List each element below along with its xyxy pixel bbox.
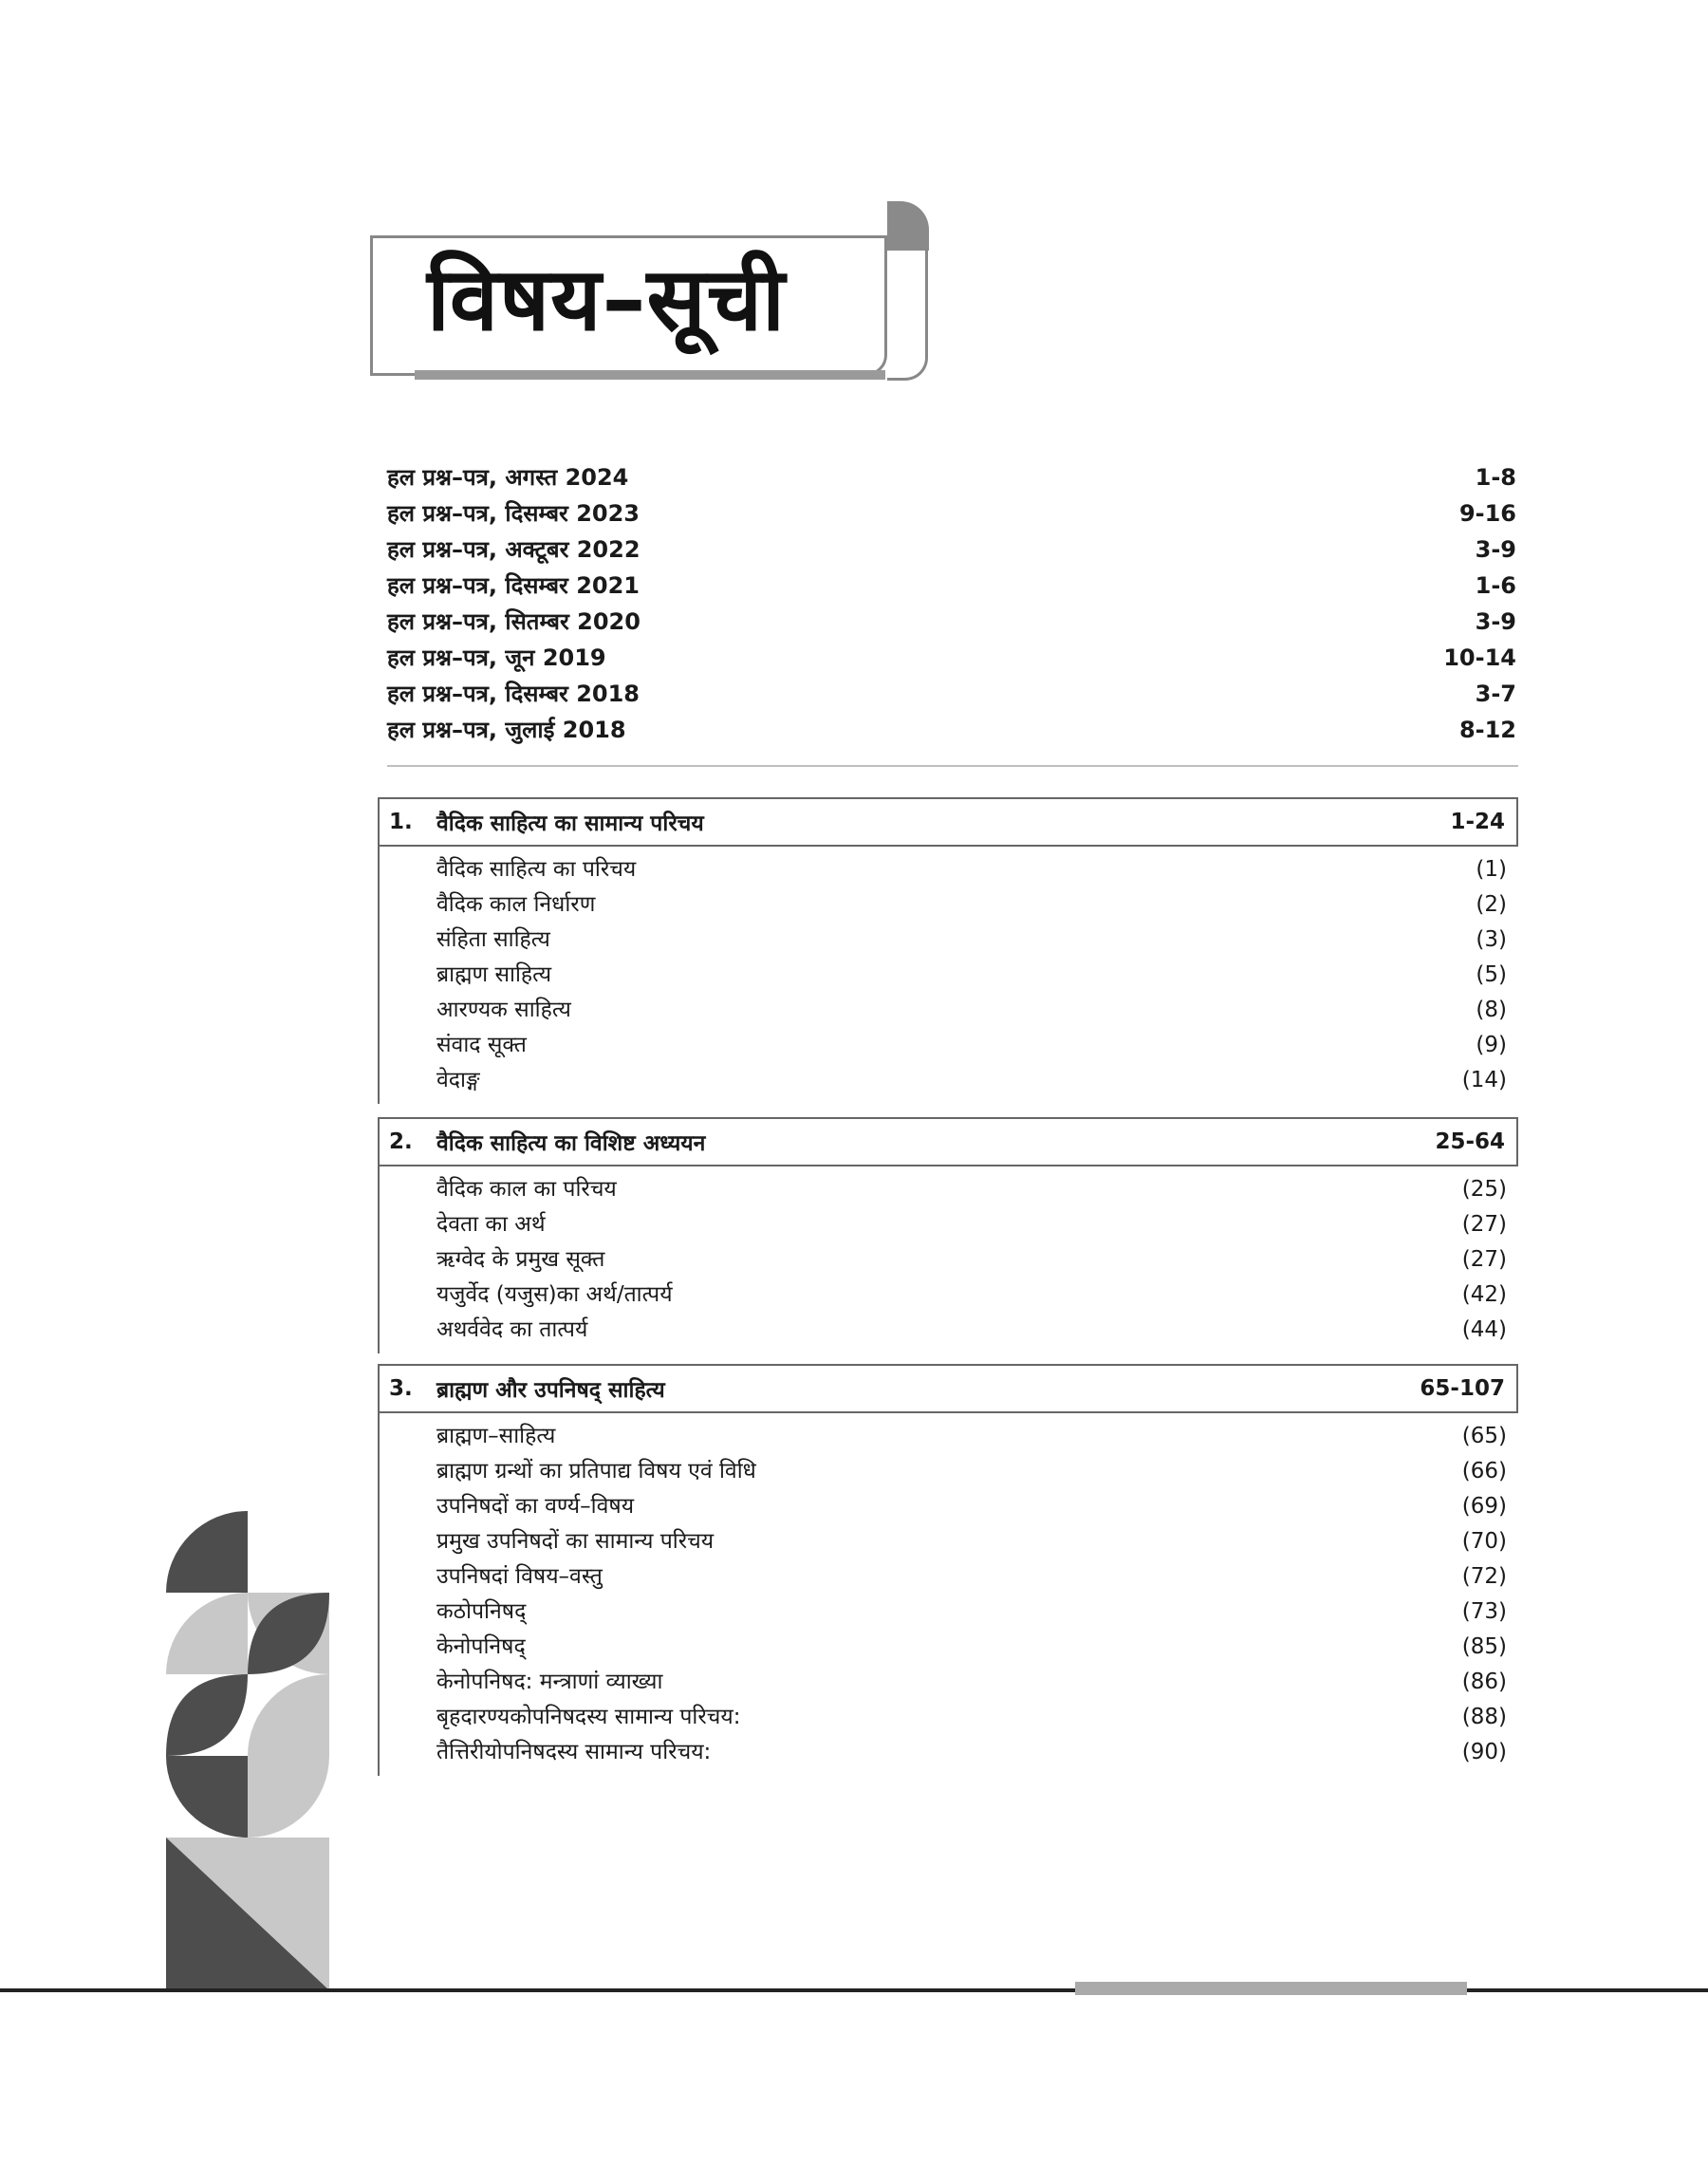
topic-label: वैदिक साहित्य का परिचय [436, 857, 637, 882]
paper-row[interactable] [387, 495, 1516, 532]
topic-row[interactable] [436, 1630, 1507, 1665]
title-banner-curl [887, 201, 929, 377]
topic-row[interactable] [436, 993, 1507, 1028]
paper-label: हल प्रश्न–पत्र, दिसम्बर 2018 [387, 681, 640, 707]
topic-label: ब्राह्मण–साहित्य [436, 1424, 556, 1448]
chapter-number: 1. [389, 810, 413, 834]
chapter-page-range: 65-107 [1420, 1376, 1505, 1401]
chapter-title: वैदिक साहित्य का विशिष्ट अध्ययन [436, 1131, 706, 1156]
topic-label: कठोपनिषद् [436, 1599, 527, 1624]
topic-page: (27) [1461, 1247, 1507, 1272]
quarter-circle-shape [166, 1756, 248, 1838]
topic-page: (66) [1461, 1459, 1507, 1483]
topic-label: संवाद सूक्त [436, 1033, 527, 1057]
topic-row[interactable] [436, 1595, 1507, 1630]
topic-row[interactable] [436, 1207, 1507, 1242]
topic-page: (69) [1461, 1494, 1507, 1519]
topic-label: वैदिक काल निर्धारण [436, 892, 596, 917]
page-title: विषय–सूची [427, 249, 786, 350]
topic-page: (73) [1461, 1599, 1507, 1624]
topic-label: ब्राह्मण ग्रन्थों का प्रतिपाद्य विषय एवं विधि [436, 1459, 756, 1483]
topic-row[interactable] [436, 1063, 1507, 1098]
topic-row[interactable] [436, 923, 1507, 958]
topic-page: (85) [1461, 1634, 1507, 1659]
chapter-title: ब्राह्मण और उपनिषद् साहित्य [436, 1378, 665, 1403]
topic-label: आरण्यक साहित्य [436, 998, 571, 1022]
topic-row[interactable] [436, 1172, 1507, 1207]
paper-row[interactable] [387, 532, 1516, 568]
paper-row[interactable] [387, 459, 1516, 495]
paper-pages: 3-9 [1475, 608, 1516, 635]
topic-label: उपनिषदों का वर्ण्य–विषय [436, 1494, 635, 1519]
topic-page: (2) [1476, 892, 1507, 917]
topic-label: केनोपनिषद: मन्त्राणां व्याख्या [436, 1670, 663, 1694]
topic-label: ऋग्वेद के प्रमुख सूक्त [436, 1247, 605, 1272]
section-divider [387, 765, 1518, 767]
paper-pages: 3-9 [1475, 536, 1516, 563]
banner-curl-side [887, 247, 928, 381]
paper-pages: 9-16 [1458, 500, 1516, 527]
paper-pages: 8-12 [1458, 717, 1516, 743]
topic-row[interactable] [436, 1735, 1507, 1770]
topic-page: (27) [1461, 1212, 1507, 1237]
chapter-title: वैदिक साहित्य का सामान्य परिचय [436, 812, 704, 836]
paper-row[interactable] [387, 604, 1516, 640]
chapter-topics [378, 1166, 1518, 1353]
paper-label: हल प्रश्न–पत्र, जून 2019 [387, 644, 606, 671]
paper-pages: 10-14 [1443, 644, 1516, 671]
quarter-circle-shape [248, 1756, 329, 1838]
topic-label: केनोपनिषद् [436, 1634, 526, 1659]
topic-label: प्रमुख उपनिषदों का सामान्य परिचय [436, 1529, 715, 1554]
title-underbar [415, 370, 885, 380]
chapter-header[interactable] [378, 1364, 1518, 1413]
banner-curl-top [887, 201, 929, 251]
topic-page: (8) [1476, 998, 1507, 1022]
topic-row[interactable] [436, 1242, 1507, 1278]
topic-label: बृहदारण्यकोपनिषदस्य सामान्य परिचय: [436, 1705, 741, 1729]
topic-row[interactable] [436, 1313, 1507, 1348]
paper-label: हल प्रश्न–पत्र, जुलाई 2018 [387, 717, 626, 743]
topic-page: (1) [1476, 857, 1507, 882]
chapter-2 [378, 1117, 1518, 1353]
paper-label: हल प्रश्न–पत्र, अगस्त 2024 [387, 464, 629, 491]
topic-page: (88) [1461, 1705, 1507, 1729]
topic-row[interactable] [436, 1454, 1507, 1489]
topic-page: (14) [1461, 1068, 1507, 1092]
chapter-topics [378, 1413, 1518, 1776]
topic-label: देवता का अर्थ [436, 1212, 546, 1237]
chapter-1 [378, 797, 1518, 1104]
chapter-header[interactable] [378, 797, 1518, 847]
paper-label: हल प्रश्न–पत्र, सितम्बर 2020 [387, 608, 640, 635]
paper-label: हल प्रश्न–पत्र, अक्टूबर 2022 [387, 536, 640, 563]
topic-label: तैत्तिरीयोपनिषदस्य सामान्य परिचय: [436, 1740, 712, 1764]
topic-row[interactable] [436, 1419, 1507, 1454]
quarter-circle-shape [166, 1593, 248, 1674]
paper-row[interactable] [387, 568, 1516, 604]
topic-page: (25) [1461, 1177, 1507, 1202]
quarter-circle-shape [166, 1511, 248, 1593]
topic-row[interactable] [436, 887, 1507, 923]
quarter-circle-shape [248, 1674, 329, 1756]
topic-page: (44) [1461, 1317, 1507, 1342]
topic-label: वैदिक काल का परिचय [436, 1177, 617, 1202]
chapter-3 [378, 1364, 1518, 1776]
paper-label: हल प्रश्न–पत्र, दिसम्बर 2021 [387, 572, 640, 599]
topic-row[interactable] [436, 1028, 1507, 1063]
chapter-header[interactable] [378, 1117, 1518, 1166]
paper-row[interactable] [387, 712, 1516, 748]
chapter-page-range: 25-64 [1435, 1129, 1505, 1154]
topic-page: (90) [1461, 1740, 1507, 1764]
chapter-page-range: 1-24 [1450, 810, 1505, 834]
topic-page: (65) [1461, 1424, 1507, 1448]
leaf-shape [166, 1674, 248, 1756]
topic-page: (86) [1461, 1670, 1507, 1694]
chapter-topics [378, 847, 1518, 1104]
topic-label: वेदाङ्ग [436, 1068, 480, 1092]
footer-accent-bar [1075, 1982, 1467, 1995]
paper-label: हल प्रश्न–पत्र, दिसम्बर 2023 [387, 500, 640, 527]
topic-row[interactable] [436, 1700, 1507, 1735]
topic-row[interactable] [436, 1278, 1507, 1313]
topic-row[interactable] [436, 1489, 1507, 1524]
chapter-number: 2. [389, 1129, 413, 1154]
topic-row[interactable] [436, 852, 1507, 887]
paper-pages: 3-7 [1475, 681, 1516, 707]
topic-page: (70) [1461, 1529, 1507, 1554]
topic-row[interactable] [436, 1524, 1507, 1559]
paper-row[interactable] [387, 640, 1516, 676]
topic-label: अथर्ववेद का तात्पर्य [436, 1317, 588, 1342]
paper-pages: 1-6 [1475, 572, 1516, 599]
topic-page: (5) [1476, 962, 1507, 987]
paper-row[interactable] [387, 676, 1516, 712]
topic-page: (42) [1461, 1282, 1507, 1307]
topic-row[interactable] [436, 958, 1507, 993]
solved-papers-list [387, 459, 1516, 748]
chapter-number: 3. [389, 1376, 413, 1401]
topic-label: ब्राह्मण साहित्य [436, 962, 552, 987]
geometric-ornament [166, 1511, 329, 1990]
topic-label: संहिता साहित्य [436, 927, 550, 952]
topic-label: उपनिषदां विषय–वस्तु [436, 1564, 603, 1589]
topic-page: (9) [1476, 1033, 1507, 1057]
topic-row[interactable] [436, 1559, 1507, 1595]
topic-row[interactable] [436, 1665, 1507, 1700]
topic-page: (3) [1476, 927, 1507, 952]
topic-page: (72) [1461, 1564, 1507, 1589]
topic-label: यजुर्वेद (यजुस)का अर्थ/तात्पर्य [436, 1282, 673, 1307]
paper-pages: 1-8 [1475, 464, 1516, 491]
